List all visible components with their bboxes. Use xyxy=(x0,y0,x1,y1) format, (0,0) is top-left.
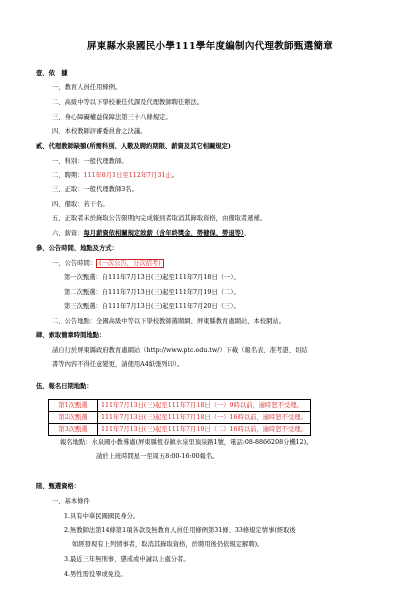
qualification-item-1: 1.具有中華民國國民身分。 xyxy=(64,513,140,520)
basis-item-1: 一、教育人員任用條例。 xyxy=(52,84,122,91)
vacancy-salary xyxy=(52,230,250,238)
qualification-item-3: 3.最近三年無刑事、懲戒或申誡以上處分者。 xyxy=(64,556,190,563)
round-1-dates: 第一次甄選：自111年7月13日(三)起至111年7月18日（一）。 xyxy=(64,274,240,281)
registration-hours: 請於上班時間星一至周五8:00-16:00報名。 xyxy=(96,453,219,460)
announcement-note-box: (一次公告，分次招考) xyxy=(96,259,164,268)
announcement-time xyxy=(52,260,164,268)
basis-item-3: 三、身心障礙權益保障法第三十八條規定。 xyxy=(52,114,172,121)
qualification-item-4: 4.男性需役畢或免役。 xyxy=(64,571,127,578)
brochure-line-2: 書等內容不得任意變更，請使用A4紙張列印）。 xyxy=(52,361,184,368)
section-heading-qualification: 陸、甄選資格： xyxy=(36,483,81,490)
registration-place: 報名地點：水泉國小教導處(屏東縣恆春鎮水泉里頂泉路1號，電話:08-8866208分機12)。 xyxy=(60,439,313,446)
brochure-line-1: 請自行於屏東縣政府教育處網站（http://www.ptc.edu.tw/）下載（報名表、准考證、切結 xyxy=(52,347,308,354)
vacancy-salary-detail: 每月薪資依相關規定敘薪（含年終獎金、勞健保、勞退等） xyxy=(83,230,245,237)
registration-round-label: 第1次甄選 xyxy=(49,400,98,412)
announcement-place: 二、公告地點：全國高級中等以下學校教師選聘網、屏東縣教育處網站、本校網站。 xyxy=(52,318,285,325)
section-heading-announcement: 參、公告時間、地點及方式： xyxy=(36,245,118,252)
round-2-dates: 第二次甄選：自111年7月13日(三)起至111年7月19日（二）。 xyxy=(64,289,240,296)
vacancy-subject: 一、科別：一般代理教師。 xyxy=(52,158,128,165)
basis-item-2: 二、高級中等以下學校兼任代課及代理教師聘任辦法。 xyxy=(52,99,204,106)
qualification-basic: 一、基本條件 xyxy=(52,498,90,505)
table-row xyxy=(49,424,311,436)
round-3-dates: 第三次甄選：自111年7月13日(三)起至111年7月20日（三）。 xyxy=(64,303,240,310)
vacancy-alternate: 四、備取：若干名。 xyxy=(52,201,109,208)
section-heading-brochure: 肆、索取簡章時間地點： xyxy=(36,332,106,339)
basis-item-4: 四、本校教師評審委員會之決議。 xyxy=(52,128,147,135)
qualification-item-2-cont: 如經發現有上列情事者，取消其錄取資格，於聘用後仍依規定解聘)。 xyxy=(72,541,264,548)
registration-round-label: 第2次甄選 xyxy=(49,412,98,424)
vacancy-replacement-rule: 五、正取者未於錄取公告限期內完成報到者取消其錄取資格，由備取者遞補。 xyxy=(52,215,267,222)
qualification-item-2: 2.無教師法第14條第1項各款及無教育人員任用條例第31條、33條規定情事(經取後 xyxy=(64,527,296,534)
section-heading-registration: 伍、報名日期地點： xyxy=(36,383,93,390)
vacancy-term-prefix: 二、聘期： xyxy=(52,172,84,179)
vacancy-term-dates: 111年8月1日至112年7月31止 xyxy=(83,172,172,179)
registration-round-dates: 111年7月13日(三)起至111年7月19日（二）16時以前，逾時恕不受理。 xyxy=(98,424,311,436)
registration-round-dates: 111年7月13日(三)起至111年7月18日（一）16時以前，逾時恕不受理。 xyxy=(98,412,311,424)
announcement-time-prefix: 一、公告時間： xyxy=(52,260,97,267)
registration-table xyxy=(48,399,311,436)
vacancy-salary-prefix: 六、薪資： xyxy=(52,230,84,237)
table-row xyxy=(49,400,311,412)
vacancy-term-suffix: 。 xyxy=(171,172,178,179)
registration-round-label: 第3次甄選 xyxy=(49,424,98,436)
section-heading-basis: 壹、依 據 xyxy=(36,70,68,77)
table-row xyxy=(49,412,311,424)
page-title: 屏東縣水泉國民小學111學年度編制內代理教師甄選簡章 xyxy=(86,41,334,52)
vacancy-term xyxy=(52,172,178,180)
registration-round-dates: 111年7月13日(三)起至111年7月18日（一）9時以前，逾時恕不受理。 xyxy=(98,400,311,412)
vacancy-regular: 三、正取：一般代理教師3名。 xyxy=(52,186,138,193)
section-heading-vacancy: 貳、代理教師缺額(所需科別、人數及聘約期限、薪資及其它相關規定) xyxy=(36,143,231,150)
vacancy-salary-suffix: 。 xyxy=(244,230,251,237)
